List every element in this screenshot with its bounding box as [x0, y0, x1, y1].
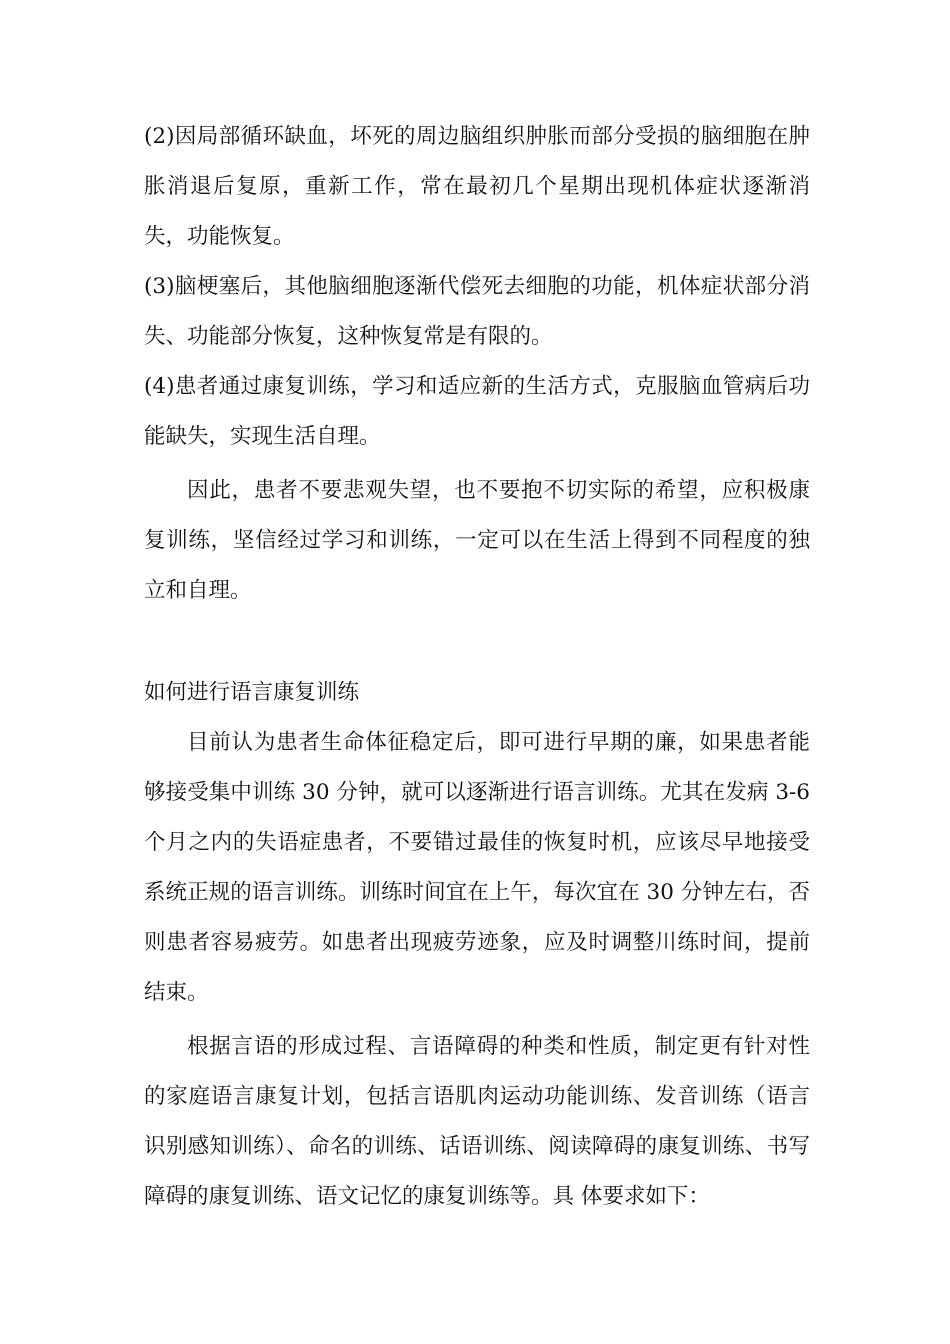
list-item-2: (2)因局部循环缺血，坏死的周边脑组织肿胀而部分受损的脑细胞在肿胀消退后复原，重新工作，常在最初几个星期出现机体症状逐渐消失，功能恢复。 — [144, 124, 810, 249]
body-paragraph-plan: 根据言语的形成过程、言语障碍的种类和性质，制定更有针对性的家庭语言康复计划，包括言语肌肉运动功能训练、发音训练（语言识别感知训练）、命名的训练、话语训练、阅读障碍的康复训练、书写障碍的康复训练、语文记忆的康复训练等。具 体要求如下： — [144, 1034, 810, 1209]
body-paragraph-timing: 目前认为患者生命体征稳定后，即可进行早期的廉，如果患者能够接受集中训练 30 分钟，就可以逐渐进行语言训练。尤其在发病 3-6 个月之内的失语症患者，不要错过最佳的恢复时机，应该尽早地接受系统正规的语言训练。训练时间宜在上午，每次宜在 30 分钟左右，否则患者容易疲劳。如患者出现疲劳迹象，应及时调整川练时间，提前结束。 — [144, 730, 810, 1005]
document-body — [144, 112, 810, 1222]
conclusion-paragraph: 因此，患者不要悲观失望，也不要抱不切实际的希望，应积极康复训练，坚信经过学习和训练，一定可以在生活上得到不同程度的独立和自理。 — [144, 478, 810, 603]
list-item-4: (4)患者通过康复训练，学习和适应新的生活方式，克服脑血管病后功能缺失，实现生活自理。 — [144, 374, 810, 449]
section-heading: 如何进行语言康复训练 — [144, 680, 360, 705]
section-spacer — [144, 616, 810, 668]
list-item-3: (3)脑梗塞后，其他脑细胞逐渐代偿死去细胞的功能，机体症状部分消失、功能部分恢复，这种恢复常是有限的。 — [144, 274, 810, 349]
